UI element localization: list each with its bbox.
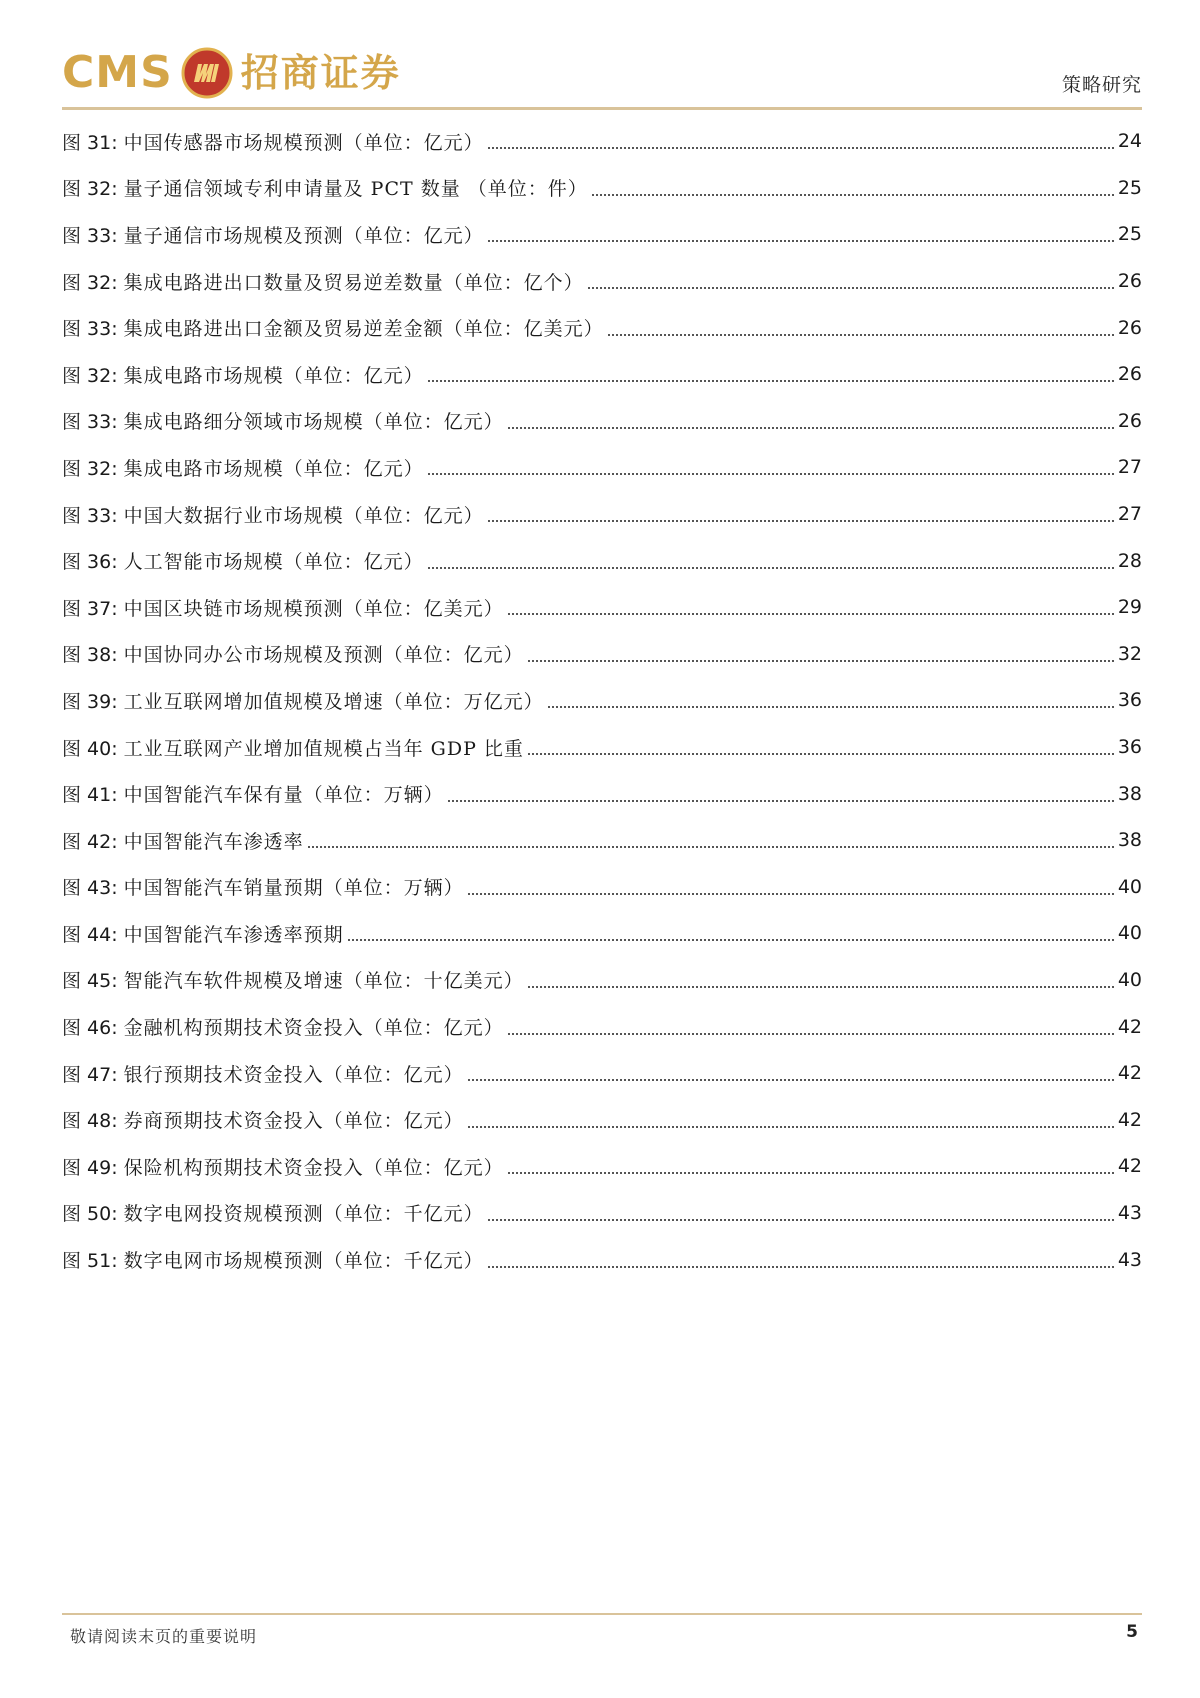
toc-dot-leader xyxy=(468,879,1114,895)
toc-figure-label: 图 45: xyxy=(62,970,118,993)
toc-entry[interactable] xyxy=(62,1190,1142,1237)
toc-page-number: 26 xyxy=(1117,270,1142,293)
toc-figure-label: 图 38: xyxy=(62,644,118,667)
toc-figure-label: 图 39: xyxy=(62,690,118,713)
toc-figure-title: 中国大数据行业市场规模（单位：亿元） xyxy=(123,504,484,527)
toc-figure-title: 集成电路细分领域市场规模（单位：亿元） xyxy=(123,411,504,434)
toc-page-number: 42 xyxy=(1117,1108,1142,1131)
toc-dot-leader xyxy=(508,1158,1114,1174)
toc-figure-title: 集成电路进出口金额及贸易逆差金额（单位：亿美元） xyxy=(123,318,604,341)
toc-figure-title: 数字电网市场规模预测（单位：千亿元） xyxy=(123,1250,484,1273)
toc-entry[interactable] xyxy=(62,491,1142,538)
toc-entry[interactable] xyxy=(62,677,1142,724)
toc-figure-label: 图 33: xyxy=(62,411,118,434)
toc-figure-title: 集成电路市场规模（单位：亿元） xyxy=(123,364,424,387)
toc-dot-leader xyxy=(528,646,1114,662)
toc-page-number: 38 xyxy=(1117,782,1142,805)
toc-entry[interactable] xyxy=(62,1236,1142,1283)
toc-page-number: 40 xyxy=(1117,922,1142,945)
toc-page-number: 40 xyxy=(1117,968,1142,991)
toc-dot-leader xyxy=(428,366,1114,382)
toc-entry[interactable] xyxy=(62,1050,1142,1097)
toc-page-number: 26 xyxy=(1117,363,1142,386)
toc-dot-leader xyxy=(488,506,1114,522)
toc-entry[interactable] xyxy=(62,724,1142,771)
company-logo xyxy=(62,44,401,102)
toc-figure-label: 图 44: xyxy=(62,923,118,946)
toc-entry[interactable] xyxy=(62,910,1142,957)
toc-dot-leader xyxy=(508,413,1114,429)
toc-figure-title: 工业互联网产业增加值规模占当年 GDP 比重 xyxy=(123,737,524,760)
toc-entry[interactable] xyxy=(62,304,1142,351)
toc-entry[interactable] xyxy=(62,398,1142,445)
footer-divider xyxy=(62,1613,1142,1615)
toc-figure-label: 图 41: xyxy=(62,784,118,807)
toc-figure-title: 中国智能汽车销量预期（单位：万辆） xyxy=(123,877,464,900)
toc-figure-title: 集成电路市场规模（单位：亿元） xyxy=(123,457,424,480)
toc-figure-title: 智能汽车软件规模及增速（单位：十亿美元） xyxy=(123,970,524,993)
page-header xyxy=(62,40,1142,108)
toc-entry[interactable] xyxy=(62,1143,1142,1190)
toc-figure-label: 图 32: xyxy=(62,178,118,201)
toc-entry[interactable] xyxy=(62,537,1142,584)
toc-figure-label: 图 43: xyxy=(62,877,118,900)
toc-dot-leader xyxy=(428,553,1114,569)
toc-page-number: 28 xyxy=(1117,549,1142,572)
toc-figure-title: 中国智能汽车渗透率 xyxy=(123,830,304,853)
toc-figure-label: 图 32: xyxy=(62,457,118,480)
toc-page-number: 42 xyxy=(1117,1062,1142,1085)
logo-badge-icon xyxy=(181,47,233,99)
toc-dot-leader xyxy=(528,739,1114,755)
toc-entry[interactable] xyxy=(62,444,1142,491)
toc-entry[interactable] xyxy=(62,258,1142,305)
toc-page-number: 25 xyxy=(1117,176,1142,199)
toc-page-number: 27 xyxy=(1117,456,1142,479)
toc-entry[interactable] xyxy=(62,1003,1142,1050)
toc-figure-label: 图 47: xyxy=(62,1063,118,1086)
toc-figure-label: 图 46: xyxy=(62,1017,118,1040)
toc-figure-label: 图 32: xyxy=(62,271,118,294)
toc-dot-leader xyxy=(592,180,1114,196)
toc-page-number: 24 xyxy=(1117,130,1142,153)
toc-entry[interactable] xyxy=(62,351,1142,398)
toc-figure-label: 图 49: xyxy=(62,1156,118,1179)
toc-figure-label: 图 31: xyxy=(62,131,118,154)
toc-figure-title: 人工智能市场规模（单位：亿元） xyxy=(123,551,424,574)
toc-page-number: 42 xyxy=(1117,1015,1142,1038)
toc-figure-label: 图 36: xyxy=(62,551,118,574)
toc-figure-title: 工业互联网增加值规模及增速（单位：万亿元） xyxy=(123,690,544,713)
toc-figure-label: 图 37: xyxy=(62,597,118,620)
toc-dot-leader xyxy=(428,459,1114,475)
toc-entry[interactable] xyxy=(62,631,1142,678)
toc-figure-label: 图 42: xyxy=(62,830,118,853)
toc-dot-leader xyxy=(508,599,1114,615)
toc-page-number: 36 xyxy=(1117,689,1142,712)
toc-figure-title: 券商预期技术资金投入（单位：亿元） xyxy=(123,1110,464,1133)
toc-dot-leader xyxy=(588,273,1114,289)
toc-page-number: 32 xyxy=(1117,642,1142,665)
toc-page-number: 25 xyxy=(1117,223,1142,246)
toc-figure-title: 中国协同办公市场规模及预测（单位：亿元） xyxy=(123,644,524,667)
toc-figure-title: 金融机构预期技术资金投入（单位：亿元） xyxy=(123,1017,504,1040)
toc-dot-leader xyxy=(508,1019,1114,1035)
toc-figure-label: 图 50: xyxy=(62,1203,118,1226)
toc-figure-title: 中国区块链市场规模预测（单位：亿美元） xyxy=(123,597,504,620)
toc-page-number: 27 xyxy=(1117,503,1142,526)
toc-figure-label: 图 40: xyxy=(62,737,118,760)
toc-dot-leader xyxy=(548,692,1114,708)
toc-page-number: 38 xyxy=(1117,829,1142,852)
toc-figure-title: 保险机构预期技术资金投入（单位：亿元） xyxy=(123,1156,504,1179)
toc-page-number: 43 xyxy=(1117,1248,1142,1271)
toc-figure-title: 量子通信领域专利申请量及 PCT 数量 （单位：件） xyxy=(123,178,588,201)
toc-figure-title: 数字电网投资规模预测（单位：千亿元） xyxy=(123,1203,484,1226)
toc-figure-title: 银行预期技术资金投入（单位：亿元） xyxy=(123,1063,464,1086)
toc-figure-label: 图 51: xyxy=(62,1250,118,1273)
toc-page-number: 26 xyxy=(1117,409,1142,432)
logo-chinese-name: 招商证券 xyxy=(240,50,401,95)
toc-entry[interactable] xyxy=(62,211,1142,258)
toc-page-number: 40 xyxy=(1117,875,1142,898)
toc-page-number: 43 xyxy=(1117,1201,1142,1224)
page-number: 5 xyxy=(1126,1622,1138,1642)
toc-dot-leader xyxy=(488,226,1114,242)
toc-dot-leader xyxy=(348,925,1114,941)
toc-figure-title: 量子通信市场规模及预测（单位：亿元） xyxy=(123,224,484,247)
toc-page-number: 26 xyxy=(1117,316,1142,339)
toc-dot-leader xyxy=(608,320,1114,336)
toc-entry[interactable] xyxy=(62,770,1142,817)
toc-page-number: 36 xyxy=(1117,736,1142,759)
toc-page-number: 29 xyxy=(1117,596,1142,619)
toc-figure-title: 中国智能汽车渗透率预期 xyxy=(123,923,344,946)
footer-notice: 敬请阅读末页的重要说明 xyxy=(70,1627,258,1646)
toc-figure-title: 中国传感器市场规模预测（单位：亿元） xyxy=(123,131,484,154)
toc-entry[interactable] xyxy=(62,584,1142,631)
toc-dot-leader xyxy=(488,1205,1114,1221)
toc-entry[interactable] xyxy=(62,1096,1142,1143)
toc-dot-leader xyxy=(448,786,1114,802)
toc-dot-leader xyxy=(308,832,1114,848)
toc-dot-leader xyxy=(468,1065,1114,1081)
toc-figure-title: 中国智能汽车保有量（单位：万辆） xyxy=(123,784,444,807)
toc-dot-leader xyxy=(488,133,1114,149)
toc-figure-label: 图 33: xyxy=(62,224,118,247)
report-section-label: 策略研究 xyxy=(1061,74,1142,96)
toc-figure-label: 图 33: xyxy=(62,504,118,527)
toc-page-number: 42 xyxy=(1117,1155,1142,1178)
figure-table-of-contents xyxy=(62,118,1142,1283)
toc-figure-label: 图 48: xyxy=(62,1110,118,1133)
toc-dot-leader xyxy=(468,1112,1114,1128)
toc-entry[interactable] xyxy=(62,118,1142,165)
toc-dot-leader xyxy=(528,972,1114,988)
toc-dot-leader xyxy=(488,1252,1114,1268)
toc-entry[interactable] xyxy=(62,165,1142,212)
header-divider xyxy=(62,107,1142,110)
toc-figure-label: 图 33: xyxy=(62,318,118,341)
toc-figure-label: 图 32: xyxy=(62,364,118,387)
toc-entry[interactable] xyxy=(62,817,1142,864)
toc-entry[interactable] xyxy=(62,957,1142,1004)
toc-entry[interactable] xyxy=(62,864,1142,911)
logo-cms-text: CMS xyxy=(62,47,173,98)
toc-figure-title: 集成电路进出口数量及贸易逆差数量（单位：亿个） xyxy=(123,271,584,294)
